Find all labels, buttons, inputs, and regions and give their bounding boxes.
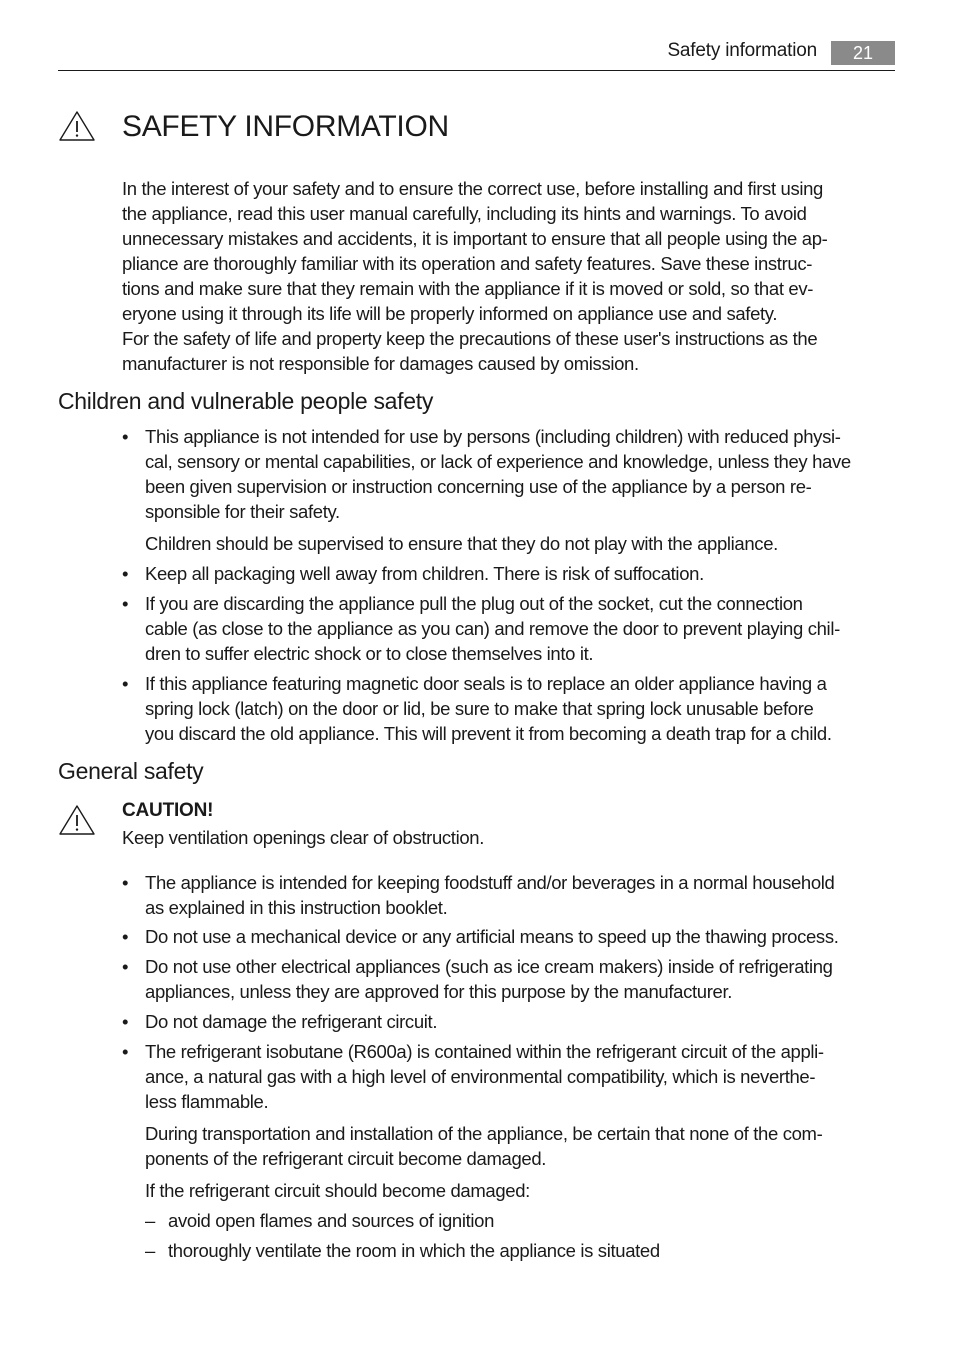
children-safety-heading: Children and vulnerable people safety [58, 388, 434, 414]
list-item-line: been given supervision or instruction concerning use of the appliance by a person re- [145, 476, 812, 497]
intro-line: tions and make sure that they remain with the appliance if it is moved or sold, so that ev- [122, 278, 814, 299]
list-item-note: ponents of the refrigerant circuit become damaged. [145, 1148, 547, 1169]
dash-list-item: avoid open flames and sources of ignition [168, 1210, 495, 1231]
list-item-line: you discard the old appliance. This will prevent it from becoming a death trap for a child. [145, 723, 832, 744]
bullet-icon: • [122, 956, 129, 977]
list-item-line: The appliance is intended for keeping foodstuff and/or beverages in a normal household [145, 872, 835, 893]
list-item-line: The refrigerant isobutane (R600a) is contained within the refrigerant circuit of the appli- [145, 1041, 824, 1062]
dash-bullet-icon: – [145, 1240, 156, 1261]
bullet-icon: • [122, 673, 129, 694]
bullet-icon: • [122, 1041, 129, 1062]
intro-line: For the safety of life and property keep the precautions of these user's instructions as the [122, 328, 818, 349]
list-item-line: Do not use other electrical appliances (such as ice cream makers) inside of refrigerating [145, 956, 833, 977]
list-item-line: Keep all packaging well away from children. There is risk of suffocation. [145, 563, 704, 584]
list-item-line: as explained in this instruction booklet. [145, 897, 448, 918]
list-item-line: cal, sensory or mental capabilities, or lack of experience and knowledge, unless they have [145, 451, 851, 472]
intro-line: eryone using it through its life will be properly informed on appliance use and safety. [122, 303, 778, 324]
bullet-icon: • [122, 593, 129, 614]
intro-line: In the interest of your safety and to ensure the correct use, before installing and first using [122, 178, 823, 199]
list-item-line: appliances, unless they are approved for this purpose by the manufacturer. [145, 981, 733, 1002]
list-item-note: If the refrigerant circuit should become damaged: [145, 1180, 530, 1201]
list-item-note: During transportation and installation of the appliance, be certain that none of the com- [145, 1123, 823, 1144]
dash-bullet-icon: – [145, 1210, 156, 1231]
list-item-note: Children should be supervised to ensure that they do not play with the appliance. [145, 533, 778, 554]
caution-text: Keep ventilation openings clear of obstruction. [122, 827, 485, 848]
page-title: SAFETY INFORMATION [122, 110, 449, 143]
intro-line: manufacturer is not responsible for damages caused by omission. [122, 353, 639, 374]
page-number: 21 [831, 41, 895, 65]
bullet-icon: • [122, 563, 129, 584]
list-item-line: Do not use a mechanical device or any artificial means to speed up the thawing process. [145, 926, 839, 947]
list-item-line: If you are discarding the appliance pull the plug out of the socket, cut the connection [145, 593, 803, 614]
page-header [58, 38, 895, 71]
list-item-line: sponsible for their safety. [145, 501, 340, 522]
bullet-icon: • [122, 926, 129, 947]
list-item-line: cable (as close to the appliance as you can) and remove the door to prevent playing chil- [145, 618, 840, 639]
bullet-icon: • [122, 426, 129, 447]
caution-triangle-icon [58, 804, 96, 836]
intro-line: unnecessary mistakes and accidents, it is important to ensure that all people using the ap- [122, 228, 828, 249]
intro-line: the appliance, read this user manual carefully, including its hints and warnings. To avoid [122, 203, 807, 224]
header-section-title: Safety information [667, 40, 817, 61]
list-item-line: If this appliance featuring magnetic door seals is to replace an older appliance having a [145, 673, 827, 694]
list-item-line: less flammable. [145, 1091, 269, 1112]
list-item-line: spring lock (latch) on the door or lid, be sure to make that spring lock unusable before [145, 698, 814, 719]
bullet-icon: • [122, 872, 129, 893]
intro-line: pliance are thoroughly familiar with its operation and safety features. Save these instruc- [122, 253, 813, 274]
list-item-line: dren to suffer electric shock or to close themselves into it. [145, 643, 594, 664]
list-item-line: This appliance is not intended for use by persons (including children) with reduced physi- [145, 426, 841, 447]
dash-list-item: thoroughly ventilate the room in which the appliance is situated [168, 1240, 660, 1261]
warning-triangle-icon [58, 110, 96, 142]
list-item-line: Do not damage the refrigerant circuit. [145, 1011, 438, 1032]
list-item-line: ance, a natural gas with a high level of environmental compatibility, which is neverthe- [145, 1066, 816, 1087]
general-safety-heading: General safety [58, 758, 204, 784]
caution-label: CAUTION! [122, 800, 214, 821]
bullet-icon: • [122, 1011, 129, 1032]
